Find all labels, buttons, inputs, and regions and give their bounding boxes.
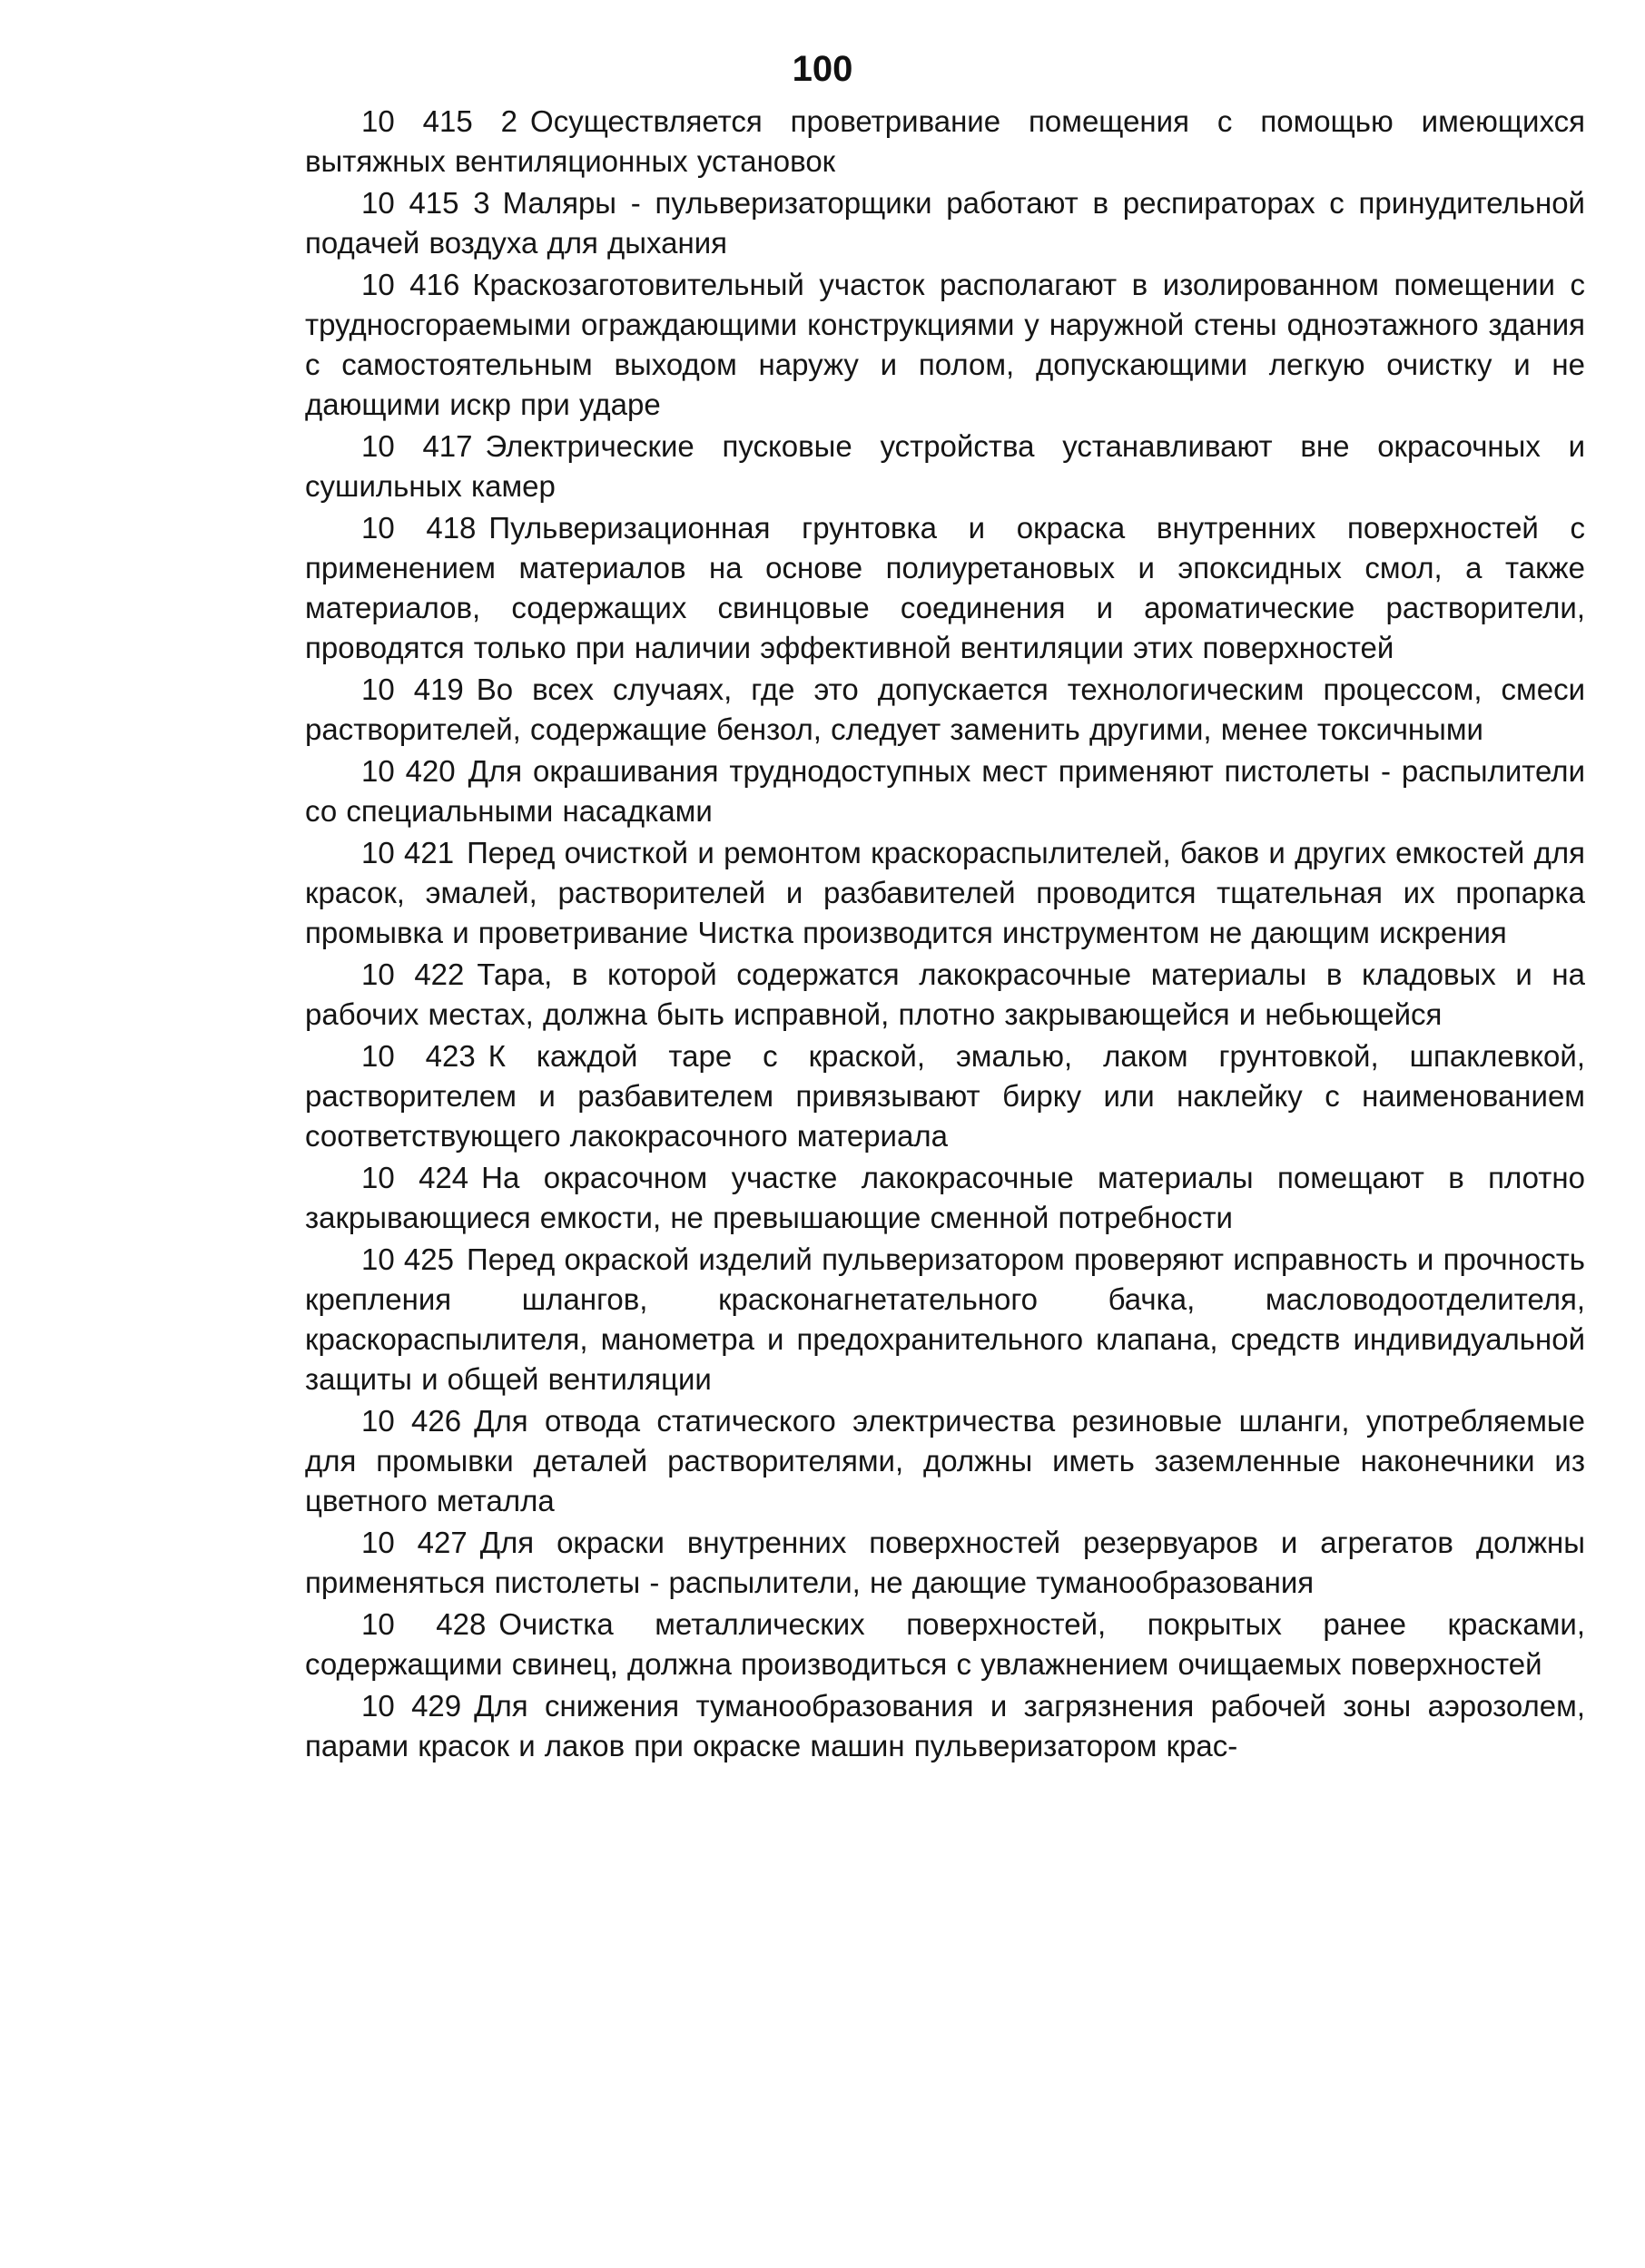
paragraph bbox=[305, 1605, 1585, 1684]
paragraph-number: 10 421 bbox=[361, 836, 455, 869]
paragraph-number: 10 429 bbox=[361, 1689, 462, 1723]
paragraph-text: К каждой таре с краской, эмалью, лаком грунтовкой, шпаклевкой, растворителем и разбавителем привязывают бирку или наклейку с наименованием соответствующего лакокрасочного материала bbox=[305, 1039, 1585, 1153]
paragraph bbox=[305, 1401, 1585, 1521]
paragraph-number: 10 415 2 bbox=[361, 104, 518, 138]
paragraph-text: Перед очисткой и ремонтом краскораспылителей, баков и других емкостей для красок, эмалей, растворителей и разбавителей проводится тщательная их пропарка промывка и проветривание Чистка производится инструментом не дающим искрения bbox=[305, 836, 1586, 949]
paragraph-text: Пульверизационная грунтовка и окраска внутренних поверхностей с применением материалов на основе полиуретановых и эпоксидных смол, а также материалов, содержащих свинцовые соединения и ароматические растворители, проводятся только при наличии эффективной вентиляции этих поверхностей bbox=[305, 511, 1585, 664]
paragraph-text: Маляры - пульверизаторщики работают в респираторах с принудительной подачей воздуха для дыхания bbox=[305, 186, 1585, 260]
paragraph-number: 10 423 bbox=[361, 1039, 476, 1073]
paragraph-number: 10 425 bbox=[361, 1242, 454, 1276]
paragraph-text: Электрические пусковые устройства устанавливают вне окрасочных и сушильных камер bbox=[305, 429, 1586, 503]
page-number: 100 bbox=[792, 49, 853, 89]
paragraph-text: Для снижения туманообразования и загрязнения рабочей зоны аэрозолем, парами красок и лаков при окраске машин пульверизатором крас- bbox=[305, 1689, 1585, 1762]
paragraph bbox=[305, 955, 1585, 1035]
paragraph-number: 10 417 bbox=[361, 429, 473, 463]
paragraph bbox=[305, 1036, 1585, 1156]
paragraph bbox=[305, 102, 1585, 182]
paragraph bbox=[305, 670, 1585, 750]
paragraph bbox=[305, 751, 1585, 831]
paragraph-number: 10 428 bbox=[361, 1607, 487, 1641]
paragraph-text: Тара, в которой содержатся лакокрасочные материалы в кладовых и на рабочих местах, должна быть исправной, плотно закрывающейся и небьющейся bbox=[305, 957, 1585, 1031]
paragraph bbox=[305, 1686, 1585, 1766]
paragraph bbox=[305, 1158, 1585, 1238]
paragraph bbox=[305, 1240, 1585, 1399]
paragraph-text: Очистка металлических поверхностей, покрытых ранее красками, содержащими свинец, должна производиться с увлажнением очищаемых поверхностей bbox=[305, 1607, 1585, 1681]
paragraph-text: Для окрашивания труднодоступных мест применяют пистолеты - распылители со специальными насадками bbox=[305, 754, 1585, 828]
paragraph bbox=[305, 183, 1585, 263]
paragraph-text: Во всех случаях, где это допускается технологическим процессом, смеси растворителей, содержащие бензол, следует заменить другими, менее токсичными bbox=[305, 673, 1585, 746]
paragraph-number: 10 419 bbox=[361, 673, 464, 706]
paragraph-number: 10 424 bbox=[361, 1161, 469, 1194]
paragraph-number: 10 427 bbox=[361, 1526, 468, 1559]
paragraph-text: Краскозаготовительный участок располагают в изолированном помещении с трудносгораемыми ограждающими конструкциями у наружной стены одноэтажного здания с самостоятельным выходом наружу и полом, допускающими легкую очистку и не дающими искр при ударе bbox=[305, 268, 1585, 421]
paragraph-number: 10 416 bbox=[361, 268, 460, 301]
paragraph-text: Осуществляется проветривание помещения с помощью имеющихся вытяжных вентиляционных установок bbox=[305, 104, 1585, 178]
paragraph bbox=[305, 265, 1585, 425]
paragraph-number: 10 418 bbox=[361, 511, 477, 545]
paragraph-text: Перед окраской изделий пульверизатором проверяют исправность и прочность крепления шлангов, красконагнетательного бачка, масловодоотделителя, краскораспылителя, манометра и предохранительного клапана, средств индивидуальной защиты и общей вентиляции bbox=[305, 1242, 1585, 1396]
paragraph-number: 10 415 3 bbox=[361, 186, 490, 220]
paragraph bbox=[305, 833, 1585, 953]
paragraph-text: Для отвода статического электричества резиновые шланги, употребляемые для промывки деталей растворителями, должны иметь заземленные наконечники из цветного металла bbox=[305, 1404, 1586, 1517]
paragraph-text: Для окраски внутренних поверхностей резервуаров и агрегатов должны применяться пистолеты - распылители, не дающие туманообразования bbox=[305, 1526, 1585, 1599]
paragraph-number: 10 422 bbox=[361, 957, 465, 991]
paragraph bbox=[305, 508, 1585, 668]
paragraph bbox=[305, 1523, 1585, 1603]
paragraph bbox=[305, 427, 1585, 506]
paragraph-text: На окрасочном участке лакокрасочные материалы помещают в плотно закрывающиеся емкости, не превышающие сменной потребности bbox=[305, 1161, 1585, 1234]
page-body bbox=[305, 102, 1585, 1768]
paragraph-number: 10 426 bbox=[361, 1404, 462, 1438]
paragraph-number: 10 420 bbox=[361, 754, 456, 788]
